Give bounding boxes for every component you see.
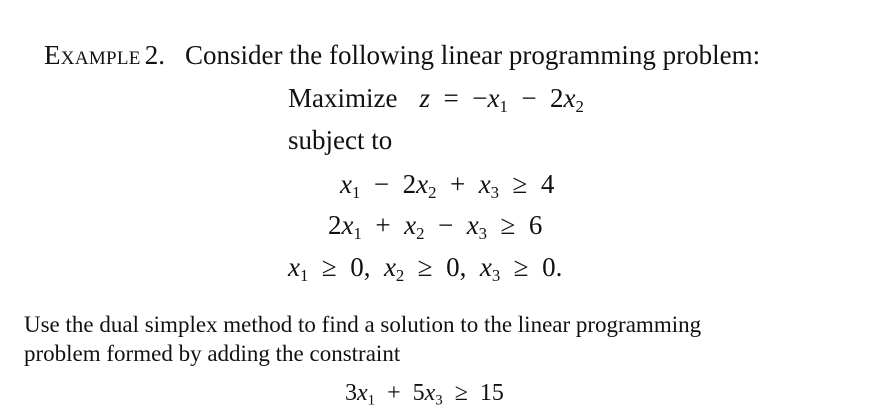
instruction-line-2: problem formed by adding the constraint	[24, 341, 401, 366]
example-intro-text: Consider the following linear programming problem:	[184, 40, 761, 70]
constraint-2: $2x_1$ + $x_2$ − $x_3$ ≥ 6	[328, 210, 543, 244]
constraint-1: $x_1$ − $2x_2$ + $x_3$ ≥ 4	[340, 169, 555, 203]
nonnegativity-constraints: $x_1$ ≥ 0, $x_2$ ≥ 0, $x_3$ ≥ 0.	[288, 252, 563, 286]
objective-expression: z = $-x_1$ − $2x_2$	[419, 83, 584, 117]
objective-function	[288, 83, 584, 117]
maximize-keyword: Maximize	[288, 83, 398, 113]
example-number: 2.	[144, 40, 165, 70]
instruction-line-1: Use the dual simplex method to find a solution to the linear programming	[24, 312, 702, 337]
example-heading	[44, 42, 760, 69]
example-label: Example	[44, 40, 141, 70]
added-constraint: $3x_1$ + $5x_3$ ≥ 15	[345, 380, 504, 409]
subject-to-label: subject to	[288, 125, 393, 155]
